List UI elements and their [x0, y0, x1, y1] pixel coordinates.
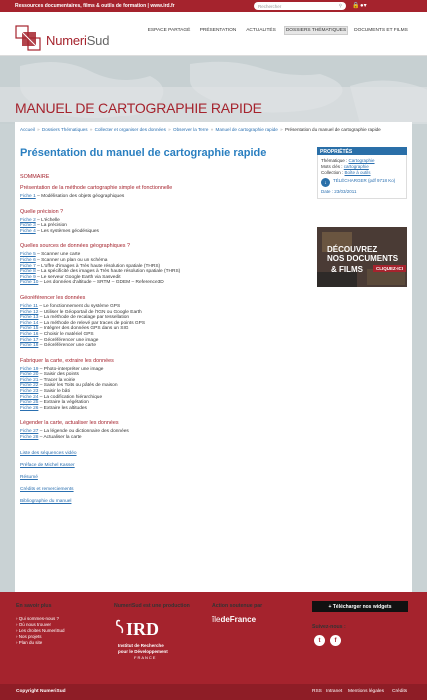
keywords-row: Mots clés : cartographie [321, 164, 369, 169]
fiche-description: – Extraire les altitudes [38, 405, 87, 411]
search-icon[interactable]: ⚲ [338, 3, 342, 8]
ird-letters: IRD [126, 619, 160, 639]
fiche-link[interactable]: Fiche 9 [20, 274, 36, 280]
main-content [15, 122, 412, 592]
fiche-link[interactable]: Fiche 22 [20, 383, 39, 389]
fiche-link[interactable]: Fiche 12 [20, 309, 39, 315]
fiche-description: – Géoréférencer une carte [38, 343, 97, 349]
download-widgets-button[interactable]: + Télécharger nos widgets [312, 601, 408, 612]
section-heading: Fabriquer la carte, extraire les données [20, 357, 114, 364]
footer-links [16, 616, 65, 646]
follow-title: Suivez-nous : [312, 624, 346, 630]
section-heading: Présentation de la méthode cartographie simple et fonctionnelle [20, 185, 173, 191]
fiche-description: – Scanner une carte [35, 252, 81, 258]
nav-espace-partage[interactable]: ESPACE PARTAGÉ [147, 28, 191, 33]
copyright: Copyright NumeriSud [16, 689, 66, 694]
extra-link[interactable]: Bibliographie du manuel [20, 498, 72, 504]
fiche-link[interactable]: Fiche 7 [20, 263, 36, 269]
promo-line2: NOS DOCUMENTS [327, 254, 399, 263]
fiche-link[interactable]: Fiche 26 [20, 405, 39, 411]
intranet-link[interactable]: Intranet [326, 689, 343, 694]
fiche-description: – Actualiser la carte [38, 435, 82, 441]
nav-documents-et-films[interactable]: DOCUMENTS ET FILMS [354, 28, 408, 33]
lock-icon[interactable]: 🔒 [352, 3, 360, 9]
fiche-link[interactable]: Fiche 25 [20, 400, 39, 406]
fiche-description: – Saisir des points [38, 372, 79, 378]
top-bar [0, 0, 427, 12]
top-bar-tagline: Ressources documentaires, films & outils de formation | www.ird.fr [15, 3, 175, 9]
section-heading: Géoréférencer les données [20, 294, 86, 301]
collection-link[interactable]: Boîte à outils [344, 170, 371, 175]
ile-de-france-logo[interactable]: îledeFrance [212, 615, 257, 624]
fiche-description: – La méthode de recalage par tessellation [38, 315, 130, 321]
fiche-link[interactable]: Fiche 2 [20, 217, 36, 223]
fiche-link[interactable]: Fiche 17 [20, 337, 39, 343]
fiche-description: – Saisir les Toits ou pâtés de maison [38, 383, 118, 389]
fiche-link[interactable]: Fiche 15 [20, 326, 39, 332]
fiche-link[interactable]: Fiche 19 [20, 366, 39, 372]
search-placeholder: Rechercher [258, 3, 282, 9]
twitter-icon[interactable]: t [314, 635, 325, 646]
fiche-description: – Scanner un plan ou un schéma [35, 257, 108, 263]
breadcrumb-collecter[interactable]: Collecter et organiser des données [94, 127, 166, 132]
fiche-description: – Extraire la végétation [38, 400, 89, 406]
download-pdf-button[interactable] [321, 178, 403, 187]
theme-link[interactable]: Cartographie [348, 158, 375, 163]
fiche-link[interactable]: Fiche 6 [20, 257, 36, 263]
extra-link[interactable]: Liste des séquences vidéo [20, 450, 77, 456]
fiche-link[interactable]: Fiche 10 [20, 280, 39, 286]
fiche-description: – Intégrer des données GPS dans un SIG [38, 326, 129, 332]
footer-support-title: Action soutenue par [212, 603, 263, 609]
ird-line1: Institut de Recherche [118, 643, 164, 648]
fiche-description: – Les systèmes géodésiques [35, 228, 99, 234]
fiche-description: – La méthode de relevé par traces de points GPS [38, 320, 146, 326]
breadcrumb-current: Présentation du manuel de cartographie rapide [284, 127, 381, 132]
breadcrumb-accueil[interactable]: Accueil [20, 127, 35, 132]
fiche-description: – Utiliser le Géoportail de l'IGN ou Google Earth [38, 309, 142, 315]
breadcrumb-observer[interactable]: Observer la Terre [173, 127, 209, 132]
fiche-link[interactable]: Fiche 8 [20, 269, 36, 275]
extra-link[interactable]: Résumé [20, 474, 38, 480]
breadcrumb: Accueil » Dossiers Thématiques » Collecter et organiser des données » Observer la Terre » Manuel de cartographie rapide » Présentation du manuel de cartographie rapide [20, 127, 381, 132]
fiche-description: – L'offre d'images à Très haute résolution spatiale (THRS) [35, 263, 161, 269]
search-input[interactable] [254, 2, 346, 10]
fiche-link[interactable]: Fiche 11 [20, 303, 39, 309]
site-logo-text[interactable]: NumeriSud [46, 33, 110, 48]
section-heading: Quelle précision ? [20, 208, 64, 215]
article-title: Présentation du manuel de cartographie rapide [20, 147, 267, 159]
fiche-description: – La spécificité des images à Très haute résolution spatiale (THRS) [35, 269, 181, 275]
footer-link-projets[interactable]: › Nos projets [16, 634, 42, 639]
section-heading: Légender la carte, actualiser les données [20, 420, 119, 427]
footer-more-title: En savoir plus [16, 603, 52, 609]
properties-box [317, 155, 407, 199]
fiche-link[interactable]: Fiche 4 [20, 228, 36, 234]
fiche-description: – Modélisation des objets géographiques [35, 194, 125, 199]
fiche-link[interactable]: Fiche 23 [20, 389, 39, 395]
fiche-link[interactable]: Fiche 24 [20, 394, 39, 400]
fiche-description: – Photo-interpréter une image [38, 366, 104, 372]
download-label: TÉLÉCHARGER (pdf 9718 Ko) [333, 178, 396, 183]
bottom-bar [0, 684, 427, 700]
fiche-description: – Tracer la voirie [38, 377, 76, 383]
properties-heading: PROPRIÉTÉS [317, 147, 407, 155]
keyword-link[interactable]: cartographie [343, 164, 369, 169]
fiche-description: – Saisir le bâti [38, 389, 70, 395]
fiche-description: – La codification hiérarchique [38, 394, 103, 400]
theme-row: Thématique : Cartographie [321, 158, 375, 163]
nav-presentation[interactable]: PRÉSENTATION [199, 28, 237, 33]
fiche-link[interactable]: Fiche 18 [20, 343, 39, 349]
facebook-icon[interactable]: f [330, 635, 341, 646]
footer-production-title: NumeriSud est une production [114, 603, 190, 609]
page-title: MANUEL DE CARTOGRAPHIE RAPIDE [15, 100, 262, 116]
fiche-link[interactable]: Fiche 16 [20, 331, 39, 337]
footer-link-qui[interactable]: › Qui sommes-nous ? [16, 616, 60, 621]
ird-line3: FRANCE [134, 655, 157, 660]
promo-click-button[interactable]: CLIQUEZ-ICI [373, 265, 406, 272]
nav-actualites[interactable]: ACTUALITÉS [246, 28, 276, 33]
fiche-link[interactable]: Fiche 28 [20, 435, 39, 441]
fiche-description: – Le serveur Google Earth via Sasvedit [35, 274, 121, 280]
collection-row: Collection : Boîte à outils [321, 170, 371, 175]
fiche-link[interactable]: Fiche 14 [20, 320, 39, 326]
fiche-link[interactable]: Fiche 3 [20, 223, 36, 229]
fiche-description: – Le fonctionnement du système GPS [38, 303, 121, 309]
mentions-link[interactable]: Mentions légales [348, 689, 384, 694]
ird-site-link[interactable]: www.ird.fr [150, 3, 175, 9]
fiche-description: – Choisir le matériel GPS [38, 331, 94, 337]
promo-line3: & FILMS [331, 265, 363, 274]
fiche-description: – Les données d'altitude – SRTM – GDEM – Reference3D [38, 280, 164, 286]
fiche-description: – Géoréférencer une image [38, 337, 99, 343]
footer-link-ou[interactable]: › Où nous trouver [16, 622, 52, 627]
extra-link[interactable]: Préface de Michel Kasser [20, 462, 75, 468]
date-row: Date : 23/03/2011 [321, 189, 357, 194]
fiche-description: – La légende ou dictionnaire des données [38, 429, 129, 435]
ird-logo[interactable] [114, 617, 178, 662]
user-icon[interactable]: ●▾ [360, 3, 367, 9]
rss-link[interactable]: RSS [312, 689, 322, 694]
extra-link[interactable]: Crédits et remerciements [20, 486, 74, 492]
fiche-link[interactable]: Fiche 5 [20, 252, 36, 258]
ird-line2: pour le Développement [118, 649, 168, 654]
footer-link-plan[interactable]: › Plan du site [16, 640, 43, 645]
documents-films-promo[interactable] [317, 227, 407, 287]
properties-sidebar [317, 147, 407, 199]
nav-dossiers-thematiques[interactable]: DOSSIERS THÉMATIQUES [285, 28, 347, 33]
fiche-description: – La précision [35, 223, 67, 229]
credits-link[interactable]: Crédits [392, 689, 408, 694]
breadcrumb-manuel[interactable]: Manuel de cartographie rapide [215, 127, 278, 132]
promo-line1: DÉCOUVREZ [327, 245, 378, 254]
article-body [20, 174, 310, 505]
summary-heading: SOMMAIRE [20, 174, 50, 180]
fiche-link[interactable]: Fiche 27 [20, 429, 39, 435]
breadcrumb-dossiers[interactable]: Dossiers Thématiques [41, 127, 88, 132]
footer-link-droits[interactable]: › Les droites NumeriSud [16, 628, 65, 633]
fiche-description: – L'échelle [35, 217, 60, 223]
numerisud-logo-icon[interactable] [14, 24, 42, 52]
download-icon: ↓ [321, 178, 330, 187]
fiche-link[interactable]: Fiche 21 [20, 377, 39, 383]
fiche-link[interactable]: Fiche 1 [20, 194, 36, 199]
section-heading: Quelles sources de données géographiques ? [20, 243, 130, 250]
fiche-link[interactable]: Fiche 20 [20, 372, 39, 378]
fiche-link[interactable]: Fiche 13 [20, 315, 39, 321]
